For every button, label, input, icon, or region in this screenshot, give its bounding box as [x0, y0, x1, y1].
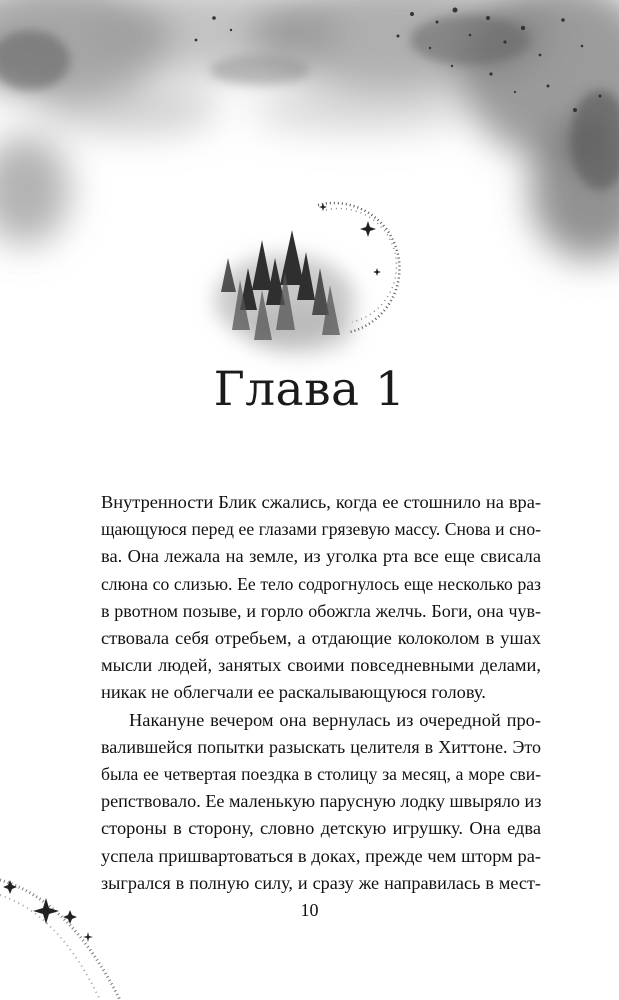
- text-line: зыгрался в полную силу, и сразу же направилась в мест-: [101, 872, 541, 893]
- text-line: щающуюся перед ее глазами грязевую массу. Снова и сно-: [101, 519, 541, 540]
- text-line: валившейся попытки разыскать целителя в Хиттоне. Это: [101, 736, 541, 757]
- ink-cloud-header: [0, 0, 619, 260]
- starry-arc-icon: [0, 880, 120, 1000]
- text-line: слюна со слизью. Ее тело содрогнулось еще несколько раз: [101, 573, 541, 594]
- text-line: успела пришвартоваться в доках, прежде чем шторм ра-: [101, 845, 541, 866]
- text-line: мысли людей, занятых своими повседневными делами,: [101, 655, 541, 676]
- body-text: [101, 489, 541, 897]
- paragraph: [101, 707, 541, 897]
- text-line: Накануне вечером она вернулась из очередной про-: [129, 709, 541, 730]
- text-line: в рвотном позыве, и горло обожгла желчь. Боги, она чув-: [101, 600, 541, 621]
- misty-forest-crescent-moon-icon: [215, 203, 399, 355]
- page-number: 10: [300, 900, 319, 920]
- text-line: стороны в сторону, словно детскую игрушку. Она едва: [101, 818, 541, 839]
- chapter-title: Глава 1: [213, 362, 406, 417]
- text-line: репствовало. Ее маленькую парусную лодку швыряло из: [101, 791, 542, 812]
- text-line: никак не облегчали ее раскалывающуюся голову.: [101, 682, 486, 703]
- text-line: Внутренности Блик сжались, когда ее стошнило на вра-: [101, 492, 541, 512]
- text-line: ствовала себя отребьем, а отдающие колоколом в ушах: [101, 628, 541, 649]
- paragraph: [101, 489, 541, 707]
- text-line: ва. Она лежала на земле, из уголка рта все еще свисала: [101, 546, 541, 567]
- text-line: была ее четвертая поездка в столицу за месяц, а море сви-: [101, 764, 541, 785]
